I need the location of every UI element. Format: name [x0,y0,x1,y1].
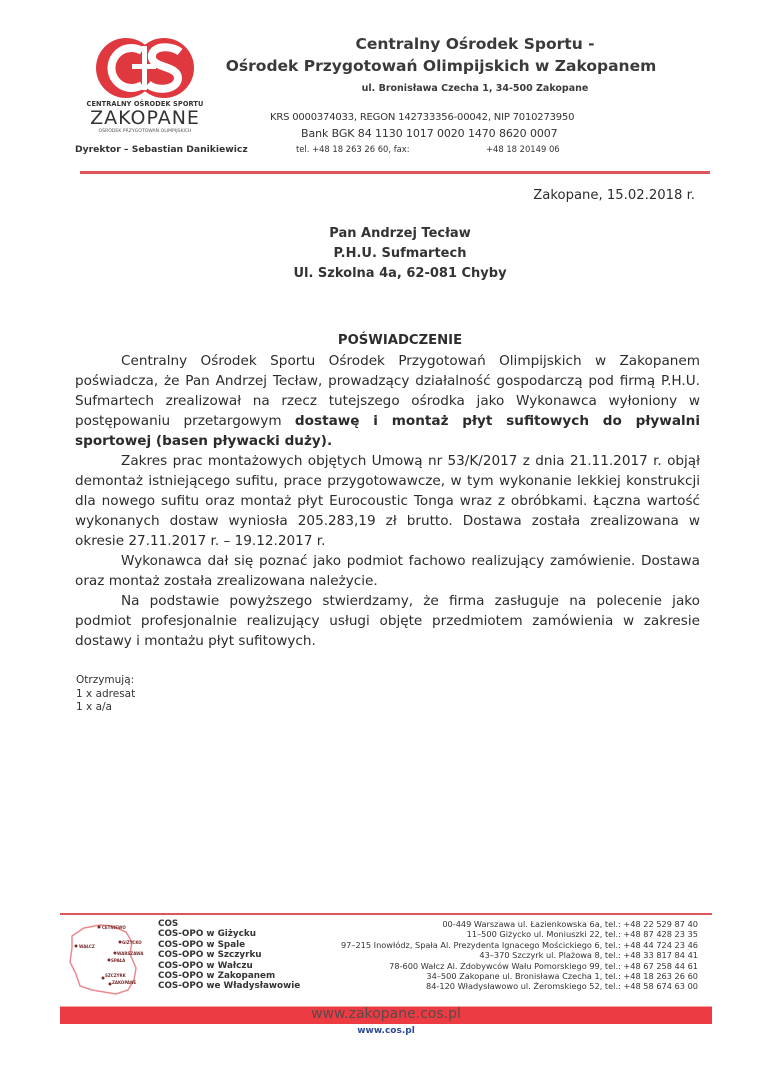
center-address: 34–500 Zakopane ul. Bronisława Czecha 1, tel.: +48 18 263 26 60 [426,971,698,982]
logo-text-line3: OŚRODEK PRZYGOTOWAŃ OLIMPIJSKICH [98,129,192,134]
center-name: COS-OPO w Wałczu [158,960,253,971]
centers-addresses [290,919,698,992]
center-name: COS-OPO w Spale [158,939,246,950]
logo-text-zakopane: ZAKOPANE [90,107,200,129]
org-registry-numbers: KRS 0000374033, REGON 142733356-00042, NIP 7010273950 [270,112,575,123]
footer-divider [60,913,712,915]
addressee-block [250,224,550,284]
paragraph-1-bold: dostawę i montaż płyt sufitowych do pływalni sportowej (basen pływacki duży). [75,413,700,449]
center-address: 84-120 Władysławowo ul. Żeromskiego 52, tel.: +48 58 674 63 00 [425,981,698,992]
cos-logo-icon [84,36,206,100]
center-name: COS-OPO w Szczyrku [158,950,262,961]
recipient-item: 1 x adresat [76,687,136,700]
place-date: Zakopane, 15.02.2018 r. [533,188,695,203]
header-divider [80,171,710,174]
map-city-label: CETNIEWO [102,925,126,930]
addressee-company: P.H.U. Sufmartech [333,246,467,261]
recipients-label: Otrzymują: [76,674,135,686]
org-title-line1: Centralny Ośrodek Sportu - [355,35,595,53]
center-address: 97–215 Inowłódz, Spała Al. Prezydenta Ignacego Mościckiego 6, tel.: +48 44 724 23 46 [340,939,698,950]
org-fax: +48 18 20149 06 [486,144,560,154]
center-name: COS-OPO w Zakopanem [158,971,276,982]
center-address: 78-600 Wałcz Al. Zdobywców Wału Pomorskiego 99, tel.: +48 67 258 44 61 [389,960,698,971]
org-phone: tel. +48 18 263 26 60, fax: [296,144,410,154]
center-address: 43–370 Szczyrk ul. Plażowa 8, tel.: +48 33 817 84 41 [479,950,698,961]
org-title-line2: Ośrodek Przygotowań Olimpijskich w Zakopanem [225,57,657,75]
svg-text:WAŁCZ: WAŁCZ [79,944,95,949]
logo-text-line1: CENTRALNY OŚRODEK SPORTU [86,100,204,108]
paragraph-1 [75,351,700,451]
centers-names [158,919,300,992]
org-bank-account: Bank BGK 84 1130 1017 0020 1470 8620 0007 [301,127,558,140]
svg-text:SPAŁA: SPAŁA [111,958,126,963]
center-name: COS [158,919,179,929]
website-link-zakopane[interactable]: www.zakopane.cos.pl [311,1006,461,1022]
recipients-block [76,674,135,715]
svg-text:ZAKOPANE: ZAKOPANE [112,980,137,985]
addressee-name: Pan Andrzej Tecław [329,226,471,241]
website-link-cos[interactable]: www.cos.pl [357,1026,415,1036]
svg-text:SZCZYRK: SZCZYRK [105,973,126,978]
letter-body [75,351,700,651]
paragraph-3: Wykonawca dał się poznać jako podmiot fachowo realizujący zamówienie. Dostawa oraz montaż została zrealizowana należycie. [75,553,700,589]
org-address: ul. Bronisława Czecha 1, 34-500 Zakopane [361,83,589,94]
paragraph-2: Zakres prac montażowych objętych Umową nr 53/K/2017 z dnia 21.11.2017 r. objął demontaż istniejącego sufitu, prace przygotowawcze, w tym wykonanie lekkiej konstrukcji dla nowego sufitu oraz montaż płyt Eurocoustic Tonga wraz z obróbkami. Łączna wartość wykonanych dostaw wyniosła 205.283,19 zł brutto. Dostawa została zrealizowana w okresie 27.11.2017 r. – 19.12.2017 r. [75,453,700,549]
center-address: 11–500 Giżycko ul. Moniuszki 22, tel.: +48 87 428 23 35 [466,929,698,940]
document-title: POŚWIADCZENIE [337,333,463,348]
center-name: COS-OPO w Giżycku [158,929,256,940]
poland-map-icon [64,920,144,998]
addressee-address: Ul. Szkolna 4a, 62-081 Chyby [293,266,507,281]
paragraph-4: Na podstawie powyższego stwierdzamy, że firma zasługuje na polecenie jako podmiot profesjonalnie realizujący usługi objęte przedmiotem zamówienia w zakresie dostawy i montażu płyt sufitowych. [75,593,700,649]
svg-text:GIŻYCKO: GIŻYCKO [122,940,142,945]
center-address: 00-449 Warszawa ul. Łazienkowska 6a, tel.: +48 22 529 87 40 [442,919,698,929]
director-name: Dyrektor – Sebastian Danikiewicz [75,144,248,155]
recipient-item: 1 x a/a [76,701,112,714]
svg-text:WARSZAWA: WARSZAWA [117,951,144,956]
paragraph-1-text: Centralny Ośrodek Sportu Ośrodek Przygotowań Olimpijskich w Zakopanem poświadcza, że Pan Andrzej Tecław, prowadzący działalność gospodarczą pod firmą P.H.U. Sufmartech zrealizował na rzecz tutejszego ośrodka jako Wykonawca wyłoniony w postępowaniu przetargowym [75,353,700,429]
center-name: COS-OPO we Władysławowie [158,981,301,992]
